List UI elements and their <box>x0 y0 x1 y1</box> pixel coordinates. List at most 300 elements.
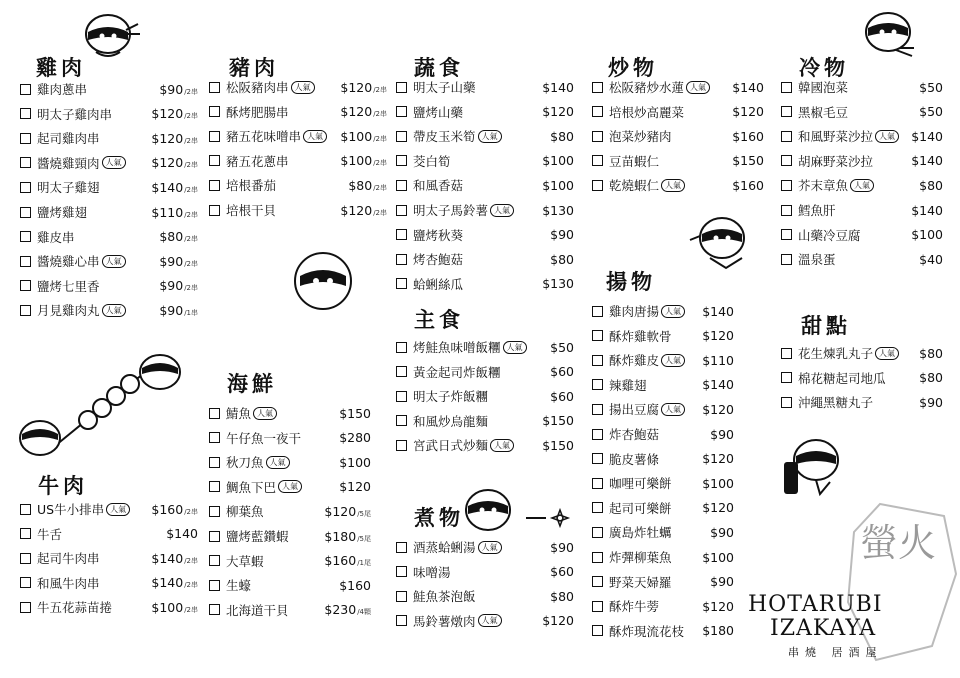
order-checkbox[interactable] <box>209 457 220 468</box>
price-unit: /2串 <box>373 159 387 168</box>
item-name: 黃金起司炸飯糰 <box>413 364 501 380</box>
item-name: 辣雞翅 <box>609 377 647 393</box>
item-price <box>911 129 943 144</box>
price-value: $120 <box>151 130 184 146</box>
order-checkbox[interactable] <box>781 131 792 142</box>
order-checkbox[interactable] <box>781 82 792 93</box>
menu-item[interactable] <box>781 103 943 121</box>
menu-item[interactable] <box>781 250 943 268</box>
menu-item[interactable] <box>781 393 943 411</box>
menu-item[interactable] <box>396 387 574 405</box>
menu-item[interactable] <box>209 404 371 422</box>
item-name: 起司雞肉串 <box>37 131 100 147</box>
item-price <box>702 476 734 491</box>
menu-item[interactable] <box>781 226 943 244</box>
section-title: 雞肉 <box>36 55 86 80</box>
menu-item[interactable] <box>20 203 198 221</box>
price-value: $150 <box>542 437 574 453</box>
price-value: $120 <box>151 106 184 122</box>
menu-item[interactable] <box>592 450 734 468</box>
price-value: $100 <box>542 177 574 193</box>
menu-item[interactable] <box>592 474 734 492</box>
order-checkbox[interactable] <box>592 131 603 142</box>
price-unit: /2串 <box>184 284 198 293</box>
menu-item[interactable] <box>781 201 943 219</box>
menu-item[interactable] <box>20 252 198 270</box>
item-name: 鹽烤山藥 <box>413 104 464 120</box>
menu-item[interactable] <box>20 500 198 518</box>
price-value: $140 <box>911 202 943 218</box>
menu-item[interactable] <box>20 129 198 147</box>
order-checkbox[interactable] <box>20 157 31 168</box>
menu-item[interactable] <box>209 429 371 447</box>
item-price <box>542 413 574 428</box>
item-price <box>732 129 764 144</box>
item-name: 雞皮串 <box>37 229 75 245</box>
price-value: $80 <box>550 588 574 604</box>
order-checkbox[interactable] <box>592 306 603 317</box>
order-checkbox[interactable] <box>209 432 220 443</box>
menu-item[interactable] <box>592 376 734 394</box>
order-checkbox[interactable] <box>781 254 792 265</box>
price-value: $100 <box>702 475 734 491</box>
menu-item[interactable] <box>592 327 734 345</box>
price-value: $90 <box>159 253 184 269</box>
item-price <box>702 328 734 343</box>
menu-item[interactable] <box>781 127 943 145</box>
price-value: $180 <box>702 623 734 639</box>
price-value: $150 <box>732 153 764 169</box>
order-checkbox[interactable] <box>396 82 407 93</box>
item-price <box>340 129 387 144</box>
item-name: 醬燒雞頸肉 <box>37 155 100 171</box>
order-checkbox[interactable] <box>20 602 31 613</box>
menu-item[interactable] <box>396 226 574 244</box>
menu-item[interactable] <box>592 302 734 320</box>
order-checkbox[interactable] <box>592 404 603 415</box>
order-checkbox[interactable] <box>20 528 31 539</box>
price-value: $80 <box>919 345 943 361</box>
order-checkbox[interactable] <box>592 601 603 612</box>
price-value: $110 <box>702 352 734 368</box>
order-checkbox[interactable] <box>592 478 603 489</box>
popular-badge: 人氣 <box>102 304 126 317</box>
menu-item[interactable] <box>396 176 574 194</box>
order-checkbox[interactable] <box>592 330 603 341</box>
item-price <box>702 550 734 565</box>
menu-item[interactable] <box>781 176 943 194</box>
item-name: US牛小排串 <box>37 502 105 517</box>
order-checkbox[interactable] <box>592 106 603 117</box>
order-checkbox[interactable] <box>209 555 220 566</box>
menu-item[interactable] <box>209 453 371 471</box>
item-name: 明太子山藥 <box>413 80 476 95</box>
item-price <box>542 613 574 628</box>
section-title: 冷物 <box>799 55 849 80</box>
order-checkbox[interactable] <box>396 566 407 577</box>
price-value: $120 <box>702 451 734 467</box>
item-name: 溫泉蛋 <box>798 252 836 268</box>
menu-item[interactable] <box>396 587 574 605</box>
menu-item[interactable] <box>592 176 764 194</box>
order-checkbox[interactable] <box>396 180 407 191</box>
price-value: $140 <box>542 79 574 95</box>
price-value: $90 <box>159 278 184 294</box>
menu-item[interactable] <box>396 412 574 430</box>
menu-item[interactable] <box>20 598 198 616</box>
menu-item[interactable] <box>209 103 387 121</box>
item-name: 培根炒高麗菜 <box>609 104 685 120</box>
menu-item[interactable] <box>209 176 387 194</box>
menu-item[interactable] <box>20 80 198 98</box>
menu-item[interactable] <box>781 344 943 362</box>
price-value: $60 <box>550 364 574 380</box>
ninja-mascot-icon <box>78 10 142 62</box>
menu-item[interactable] <box>592 573 734 591</box>
price-value: $90 <box>710 524 734 540</box>
order-checkbox[interactable] <box>592 180 603 191</box>
menu-item[interactable] <box>209 527 371 545</box>
order-checkbox[interactable] <box>396 254 407 265</box>
menu-item[interactable] <box>396 436 574 454</box>
item-name: 帶皮玉米筍 <box>413 129 476 145</box>
order-checkbox[interactable] <box>592 429 603 440</box>
menu-item[interactable] <box>592 400 734 418</box>
item-name: 和風炒烏龍麵 <box>413 413 489 429</box>
price-unit: /1尾 <box>357 559 371 568</box>
order-checkbox[interactable] <box>20 231 31 242</box>
price-value: $80 <box>159 229 184 245</box>
item-name: 明太子雞翅 <box>37 180 100 196</box>
item-price <box>702 353 734 368</box>
menu-item[interactable] <box>209 576 371 594</box>
menu-item[interactable] <box>592 548 734 566</box>
order-checkbox[interactable] <box>20 108 31 119</box>
price-value: $100 <box>542 153 574 169</box>
menu-item[interactable] <box>592 597 734 615</box>
menu-item[interactable] <box>20 301 198 319</box>
price-unit: /2串 <box>184 210 198 219</box>
order-checkbox[interactable] <box>781 229 792 240</box>
price-value: $140 <box>702 377 734 393</box>
item-name: 黑椒毛豆 <box>798 104 849 120</box>
item-price <box>159 254 198 269</box>
item-name: 脆皮薯條 <box>609 451 660 467</box>
price-value: $140 <box>151 575 184 591</box>
item-price <box>159 278 198 293</box>
order-checkbox[interactable] <box>20 207 31 218</box>
order-checkbox[interactable] <box>592 453 603 464</box>
order-checkbox[interactable] <box>781 155 792 166</box>
menu-item[interactable] <box>209 552 371 570</box>
order-checkbox[interactable] <box>781 348 792 359</box>
order-checkbox[interactable] <box>592 502 603 513</box>
order-checkbox[interactable] <box>209 531 220 542</box>
price-value: $140 <box>732 79 764 95</box>
order-checkbox[interactable] <box>209 506 220 517</box>
price-value: $140 <box>911 128 943 144</box>
price-value: $100 <box>911 227 943 243</box>
order-checkbox[interactable] <box>396 106 407 117</box>
order-checkbox[interactable] <box>396 615 407 626</box>
price-value: $100 <box>340 153 373 169</box>
item-price <box>550 389 574 404</box>
popular-badge: 人氣 <box>478 541 502 554</box>
item-price <box>324 504 371 519</box>
menu-item[interactable] <box>592 351 734 369</box>
item-price <box>542 178 574 193</box>
item-name: 山藥冷豆腐 <box>798 227 861 243</box>
order-checkbox[interactable] <box>209 82 220 93</box>
order-checkbox[interactable] <box>592 355 603 366</box>
item-price <box>340 104 387 119</box>
menu-item[interactable] <box>396 201 574 219</box>
price-value: $140 <box>702 303 734 319</box>
order-checkbox[interactable] <box>20 280 31 291</box>
item-name: 味噌湯 <box>413 564 451 580</box>
item-price <box>702 451 734 466</box>
item-name: 松阪豬肉串 <box>226 80 289 95</box>
menu-item[interactable] <box>592 523 734 541</box>
section-title: 豬肉 <box>229 55 279 80</box>
item-name: 芥末章魚 <box>798 178 849 194</box>
price-value: $80 <box>919 177 943 193</box>
order-checkbox[interactable] <box>396 542 407 553</box>
order-checkbox[interactable] <box>20 553 31 564</box>
order-checkbox[interactable] <box>592 379 603 390</box>
order-checkbox[interactable] <box>781 372 792 383</box>
order-checkbox[interactable] <box>592 625 603 636</box>
item-price <box>542 438 574 453</box>
popular-badge: 人氣 <box>850 179 874 192</box>
item-name: 和風野菜沙拉 <box>798 129 874 145</box>
item-price <box>550 364 574 379</box>
item-price <box>340 80 387 95</box>
price-value: $120 <box>339 479 371 495</box>
item-price <box>151 106 198 121</box>
menu-item[interactable] <box>592 127 764 145</box>
menu-item[interactable] <box>396 563 574 581</box>
menu-item[interactable] <box>20 525 198 543</box>
menu-item[interactable] <box>20 549 198 567</box>
order-checkbox[interactable] <box>20 182 31 193</box>
popular-badge: 人氣 <box>875 130 899 143</box>
price-value: $100 <box>339 454 371 470</box>
item-name: 起司可樂餅 <box>609 500 672 516</box>
menu-item[interactable] <box>592 425 734 443</box>
item-name: 酥炸雞軟骨 <box>609 328 672 344</box>
order-checkbox[interactable] <box>396 366 407 377</box>
price-value: $90 <box>550 227 574 243</box>
menu-item[interactable] <box>592 103 764 121</box>
order-checkbox[interactable] <box>20 577 31 588</box>
order-checkbox[interactable] <box>20 133 31 144</box>
menu-item[interactable] <box>20 574 198 592</box>
order-checkbox[interactable] <box>396 205 407 216</box>
order-checkbox[interactable] <box>209 604 220 615</box>
item-name: 烤鮭魚味噌飯糰 <box>413 340 501 355</box>
order-checkbox[interactable] <box>209 131 220 142</box>
order-checkbox[interactable] <box>209 408 220 419</box>
menu-item[interactable] <box>396 538 574 556</box>
price-value: $120 <box>151 155 184 171</box>
item-price <box>550 129 574 144</box>
menu-item[interactable] <box>20 178 198 196</box>
menu-item[interactable] <box>592 78 764 96</box>
menu-item[interactable] <box>20 105 198 123</box>
price-value: $100 <box>702 549 734 565</box>
item-name: 起司牛肉串 <box>37 551 100 567</box>
item-name: 明太子雞肉串 <box>37 106 113 122</box>
order-checkbox[interactable] <box>20 504 31 515</box>
menu-item[interactable] <box>209 78 387 96</box>
menu-item[interactable] <box>20 154 198 172</box>
order-checkbox[interactable] <box>209 155 220 166</box>
order-checkbox[interactable] <box>781 205 792 216</box>
menu-item[interactable] <box>781 369 943 387</box>
item-price <box>732 104 764 119</box>
menu-item[interactable] <box>396 338 574 356</box>
order-checkbox[interactable] <box>396 342 407 353</box>
order-checkbox[interactable] <box>209 481 220 492</box>
menu-item[interactable] <box>209 601 371 619</box>
price-value: $40 <box>919 251 943 267</box>
item-name: 炸杏鮑菇 <box>609 427 660 442</box>
order-checkbox[interactable] <box>209 106 220 117</box>
price-value: $120 <box>340 202 373 218</box>
price-unit: /2串 <box>373 134 387 143</box>
menu-item[interactable] <box>592 622 734 640</box>
order-checkbox[interactable] <box>20 256 31 267</box>
item-name: 北海道干貝 <box>226 602 289 618</box>
order-checkbox[interactable] <box>396 131 407 142</box>
menu-item[interactable] <box>592 499 734 517</box>
item-name: 月見雞肉丸 <box>37 303 100 319</box>
menu-item[interactable] <box>20 277 198 295</box>
menu-item[interactable] <box>209 152 387 170</box>
menu-item[interactable] <box>781 152 943 170</box>
item-name: 豬五花味噌串 <box>226 129 302 145</box>
price-unit: /2串 <box>184 581 198 590</box>
popular-badge: 人氣 <box>253 407 277 420</box>
order-checkbox[interactable] <box>592 82 603 93</box>
order-checkbox[interactable] <box>592 155 603 166</box>
menu-item[interactable] <box>209 127 387 145</box>
popular-badge: 人氣 <box>266 456 290 469</box>
menu-item[interactable] <box>209 201 387 219</box>
order-checkbox[interactable] <box>20 84 31 95</box>
item-price <box>911 227 943 242</box>
price-unit: /2串 <box>184 87 198 96</box>
item-name: 明太子馬鈴薯 <box>413 203 489 218</box>
price-unit: /2串 <box>184 507 198 516</box>
menu-item[interactable] <box>396 275 574 293</box>
brand-tagline: 串燒 居酒屋 <box>788 646 883 659</box>
order-checkbox[interactable] <box>781 397 792 408</box>
popular-badge: 人氣 <box>102 156 126 169</box>
item-price <box>151 180 198 195</box>
popular-badge: 人氣 <box>503 341 527 354</box>
ninja-face-icon <box>292 250 354 312</box>
order-checkbox[interactable] <box>396 229 407 240</box>
popular-badge: 人氣 <box>106 503 130 516</box>
item-price <box>919 104 943 119</box>
price-value: $280 <box>339 430 371 446</box>
item-name: 鯛魚下巴 <box>226 479 277 495</box>
order-checkbox[interactable] <box>592 552 603 563</box>
price-unit: /2串 <box>373 183 387 192</box>
section-title: 牛肉 <box>38 473 88 498</box>
order-checkbox[interactable] <box>781 180 792 191</box>
order-checkbox[interactable] <box>209 180 220 191</box>
price-unit: /2串 <box>184 605 198 614</box>
order-checkbox[interactable] <box>396 391 407 402</box>
price-unit: /2串 <box>184 161 198 170</box>
item-name: 雞肉唐揚 <box>609 304 660 319</box>
item-price <box>159 82 198 97</box>
order-checkbox[interactable] <box>396 278 407 289</box>
menu-item[interactable] <box>396 250 574 268</box>
order-checkbox[interactable] <box>209 205 220 216</box>
item-price <box>542 153 574 168</box>
section-title: 甜點 <box>801 313 851 338</box>
order-checkbox[interactable] <box>781 106 792 117</box>
price-value: $120 <box>702 598 734 614</box>
menu-item[interactable] <box>396 152 574 170</box>
order-checkbox[interactable] <box>396 440 407 451</box>
order-checkbox[interactable] <box>20 305 31 316</box>
section-title: 炒物 <box>608 55 658 80</box>
item-price <box>550 340 574 355</box>
item-price <box>702 623 734 638</box>
menu-item[interactable] <box>396 103 574 121</box>
price-value: $130 <box>542 276 574 292</box>
order-checkbox[interactable] <box>396 415 407 426</box>
menu-item[interactable] <box>209 502 371 520</box>
menu-item[interactable] <box>396 78 574 96</box>
item-price <box>710 427 734 442</box>
menu-item[interactable] <box>396 612 574 630</box>
menu-item[interactable] <box>781 78 943 96</box>
menu-item[interactable] <box>209 478 371 496</box>
price-value: $80 <box>919 370 943 386</box>
item-name: 午仔魚一夜干 <box>226 430 302 446</box>
order-checkbox[interactable] <box>592 527 603 538</box>
price-unit: /2串 <box>373 208 387 217</box>
order-checkbox[interactable] <box>396 591 407 602</box>
menu-item[interactable] <box>20 228 198 246</box>
menu-item[interactable] <box>396 127 574 145</box>
order-checkbox[interactable] <box>396 155 407 166</box>
item-name: 豆苗蝦仁 <box>609 153 660 169</box>
item-price <box>732 153 764 168</box>
order-checkbox[interactable] <box>592 576 603 587</box>
menu-item[interactable] <box>396 363 574 381</box>
menu-item[interactable] <box>592 152 764 170</box>
item-name: 宮武日式炒麵 <box>413 438 489 454</box>
popular-badge: 人氣 <box>303 130 327 143</box>
price-value: $120 <box>324 503 357 519</box>
item-price <box>340 203 387 218</box>
order-checkbox[interactable] <box>209 580 220 591</box>
item-price <box>348 178 387 193</box>
item-name: 乾燒蝦仁 <box>609 178 660 194</box>
item-name: 廣島炸牡蠣 <box>609 525 672 541</box>
price-unit: /2串 <box>373 110 387 119</box>
ninja-throwing-star-icon <box>456 484 576 540</box>
item-name: 柳葉魚 <box>226 504 264 520</box>
item-name: 酥炸雞皮 <box>609 353 660 369</box>
